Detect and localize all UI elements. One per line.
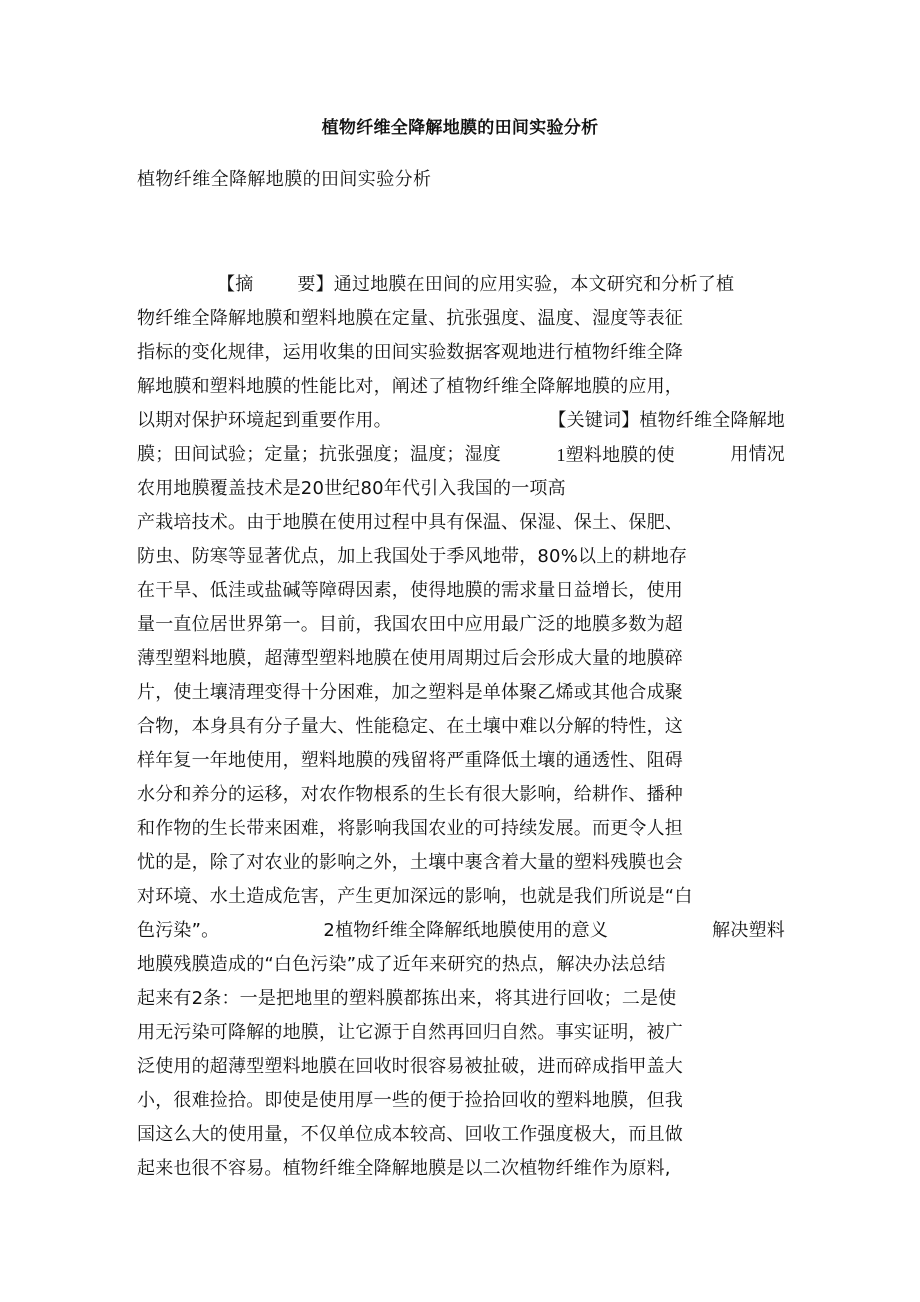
- text-line: 小，很难捡拾。即使是使用厚一些的便于捡拾回收的塑料地膜，但我: [137, 1090, 683, 1111]
- section-heading-1b: 用情况: [730, 444, 785, 465]
- document-subtitle: 植物纤维全降解地膜的田间实验分析: [137, 169, 432, 190]
- text-line: 量一直位居世界第一。目前，我国农田中应用最广泛的地膜多数为超: [137, 614, 683, 635]
- text-line: 水分和养分的运移，对农作物根系的生长有很大影响，给耕作、播种: [137, 784, 683, 805]
- text-segment: 色污染”。: [137, 920, 220, 941]
- text-line: 和作物的生长带来困难，将影响我国农业的可持续发展。而更令人担: [137, 818, 683, 839]
- document-title: 植物纤维全降解地膜的田间实验分析: [321, 118, 599, 138]
- text-line: [137, 270, 797, 304]
- text-line: 产栽培技术。由于地膜在使用过程中具有保温、保湿、保土、保肥、: [137, 512, 683, 533]
- text-line: 物纤维全降解地膜和塑料地膜在定量、抗张强度、温度、湿度等表征: [137, 308, 683, 329]
- text-segment: 以期对保护环境起到重要作用。: [137, 410, 392, 431]
- text-line: 忧的是，除了对农业的影响之外，土壤中裹含着大量的塑料残膜也会: [137, 852, 683, 873]
- section-heading-2: 2植物纤维全降解纸地膜使用的意义: [323, 920, 609, 941]
- text-line: 用无污染可降解的地膜，让它源于自然再回归自然。事实证明，被广: [137, 1022, 683, 1043]
- text-line: 薄型塑料地膜，超薄型塑料地膜在使用周期过后会形成大量的地膜碎: [137, 648, 683, 669]
- text-line: 在干旱、低洼或盐碱等障碍因素，使得地膜的需求量日益增长，使用: [137, 580, 683, 601]
- keywords-label: 【关键词】植物纤维全降解地: [548, 410, 785, 431]
- text-line: 解地膜和塑料地膜的性能比对，阐述了植物纤维全降解地膜的应用，: [137, 376, 683, 397]
- text-line: 起来也很不容易。植物纤维全降解地膜是以二次植物纤维作为原料,: [137, 1158, 671, 1179]
- text-segment: 解决塑料: [712, 920, 785, 941]
- text-line: 起来有2条：一是把地里的塑料膜都拣出来，将其进行回收；二是使: [137, 988, 677, 1009]
- text-line: 地膜残膜造成的“白色污染”成了近年来研究的热点，解决办法总结: [137, 954, 666, 975]
- text-segment: 要】通过地膜在田间的应用实验，本文研究和分析了植: [297, 274, 735, 295]
- abstract-label-start: 【摘: [217, 274, 254, 295]
- text-line: 样年复一年地使用，塑料地膜的残留将严重降低土壤的通透性、阻碍: [137, 750, 683, 771]
- text-line: 指标的变化规律，运用收集的田间实验数据客观地进行植物纤维全降: [137, 342, 683, 363]
- text-line: [137, 406, 785, 440]
- text-line: 对环境、水土造成危害，产生更加深远的影响，也就是我们所说是“白: [137, 886, 693, 907]
- text-line: 防虫、防寒等显著优点，加上我国处于季风地带，80%以上的耕地存: [137, 546, 688, 567]
- text-line: 泛使用的超薄型塑料地膜在回收时很容易被扯破，进而碎成指甲盖大: [137, 1056, 683, 1077]
- text-line: 农用地膜覆盖技术是20世纪80年代引入我国的一项高: [137, 478, 566, 499]
- text-line: 合物，本身具有分子量大、性能稳定、在土壤中难以分解的特性，这: [137, 716, 683, 737]
- text-line: 片，使土壤清理变得十分困难，加之塑料是单体聚乙烯或其他合成聚: [137, 682, 683, 703]
- text-line: [137, 916, 785, 950]
- text-line: [137, 440, 785, 474]
- section-heading-1a: 1塑料地膜的使: [556, 445, 675, 465]
- text-line: 国这么大的使用量，不仅单位成本较高、回收工作强度极大，而且做: [137, 1124, 683, 1145]
- keywords-text: 膜；田间试验；定量；抗张强度；温度；湿度: [137, 444, 501, 465]
- body-text: [137, 270, 797, 1188]
